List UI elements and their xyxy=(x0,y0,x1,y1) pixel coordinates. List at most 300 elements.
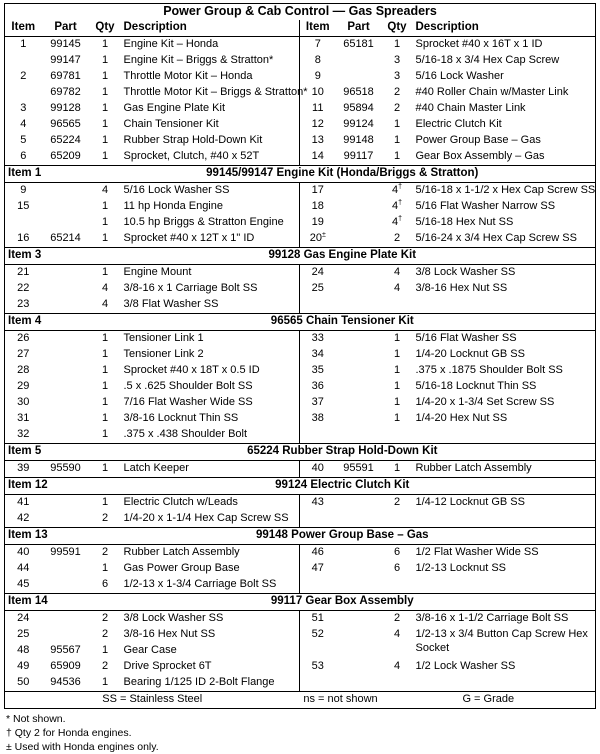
item-number: 32 xyxy=(5,427,42,444)
quantity: 1 xyxy=(393,38,401,50)
part-number xyxy=(336,231,382,248)
part-number xyxy=(42,215,90,231)
item-number xyxy=(300,577,336,594)
description: Throttle Motor Kit – Honda xyxy=(123,70,253,82)
part-number xyxy=(336,561,382,577)
item-number: 52 xyxy=(300,627,336,659)
description: Tensioner Link 2 xyxy=(123,348,204,360)
item-number xyxy=(300,675,336,692)
quantity: 1 xyxy=(101,412,109,424)
description: Engine Mount xyxy=(123,266,192,278)
quantity xyxy=(382,511,413,528)
table-row xyxy=(5,511,596,528)
description: Power Group Base – Gas xyxy=(413,133,596,149)
description: 3/8 Lock Washer SS xyxy=(123,612,224,624)
item-number xyxy=(300,427,336,444)
item-number: 9 xyxy=(300,69,336,85)
legend-grade: G = Grade xyxy=(382,692,596,709)
part-number: 65209 xyxy=(50,150,81,162)
quantity: 1 xyxy=(101,348,109,360)
section-item-label: Item 5 xyxy=(5,444,90,461)
quantity: 2 xyxy=(393,496,401,508)
part-number xyxy=(336,297,382,314)
part-number xyxy=(42,577,90,594)
quantity: 1 xyxy=(101,462,109,474)
quantity: 2 xyxy=(101,546,109,558)
footnotes xyxy=(4,712,595,754)
description: Electric Clutch w/Leads xyxy=(123,496,238,508)
section-header xyxy=(5,248,596,265)
item-number: 34 xyxy=(300,347,336,363)
description: 1/4-20 x 1-1/4 Hex Cap Screw SS xyxy=(123,512,289,524)
footnote: ± Used with Honda engines only. xyxy=(6,741,159,753)
quantity: 1 xyxy=(101,118,109,130)
description: 1/4-12 Locknut GB SS xyxy=(413,495,596,512)
description: 3/8 Lock Washer SS xyxy=(413,265,596,282)
section-header xyxy=(5,444,596,461)
description: 1/4-20 Hex Nut SS xyxy=(413,411,596,427)
quantity: 1 xyxy=(393,118,401,130)
table-row xyxy=(5,395,596,411)
part-number xyxy=(42,281,90,297)
description: Rubber Latch Assembly xyxy=(413,461,596,478)
table-row xyxy=(5,379,596,395)
item-number: 5 xyxy=(5,133,42,149)
quantity: 4 xyxy=(393,628,401,640)
quantity: 6 xyxy=(101,578,109,590)
table-row xyxy=(5,101,596,117)
section-header xyxy=(5,478,596,495)
quantity: 4 xyxy=(393,282,401,294)
part-number xyxy=(336,611,382,628)
description: 1/4-20 x 1-3/4 Set Screw SS xyxy=(413,395,596,411)
part-number xyxy=(336,395,382,411)
description xyxy=(413,511,596,528)
description: 11 hp Honda Engine xyxy=(123,200,223,212)
item-number: 29 xyxy=(5,379,42,395)
description xyxy=(413,427,596,444)
item-number: 43 xyxy=(300,495,336,512)
abbreviation-legend xyxy=(5,692,596,709)
quantity: 1 xyxy=(393,364,401,376)
part-number: 99128 xyxy=(50,102,81,114)
part-number xyxy=(336,199,382,215)
description: 1/2-13 x 1-3/4 Carriage Bolt SS xyxy=(123,578,277,590)
item-number: 6 xyxy=(5,149,42,166)
part-number xyxy=(42,395,90,411)
quantity: 3 xyxy=(393,70,401,82)
table-row xyxy=(5,561,596,577)
description: 5/16-18 Locknut Thin SS xyxy=(413,379,596,395)
legend-stainless-steel: SS = Stainless Steel xyxy=(5,692,300,709)
description: 5/16 Flat Washer Narrow SS xyxy=(413,199,596,215)
table-row xyxy=(5,215,596,231)
quantity: 1 xyxy=(101,364,109,376)
quantity: 2 xyxy=(101,612,109,624)
item-number: 31 xyxy=(5,411,42,427)
quantity: 2 xyxy=(393,612,401,624)
item-number: 18 xyxy=(300,199,336,215)
item-number: 19 xyxy=(300,215,336,231)
section-header xyxy=(5,528,596,545)
quantity: 1 xyxy=(393,348,401,360)
item-number: 41 xyxy=(5,495,42,512)
description: Gear Case xyxy=(123,644,177,656)
part-number xyxy=(42,331,90,348)
description: Engine Kit – Honda xyxy=(123,38,219,50)
part-number xyxy=(42,611,90,628)
item-number: 46 xyxy=(300,545,336,562)
table-row xyxy=(5,545,596,562)
item-number: 21 xyxy=(5,265,42,282)
item-number: 23 xyxy=(5,297,42,314)
part-number: 65214 xyxy=(50,232,81,244)
description: 7/16 Flat Washer Wide SS xyxy=(123,396,253,408)
description: 3/8-16 Hex Nut SS xyxy=(413,281,596,297)
quantity: 1 xyxy=(101,266,109,278)
part-number xyxy=(336,265,382,282)
col-header-description-right: Description xyxy=(413,20,596,37)
description: Latch Keeper xyxy=(123,462,189,474)
description: Bearing 1/125 ID 2-Bolt Flange xyxy=(123,676,275,688)
item-number: 35 xyxy=(300,363,336,379)
part-number: 99591 xyxy=(50,546,81,558)
section-title: 65224 Rubber Strap Hold-Down Kit xyxy=(90,444,596,461)
quantity: 1 xyxy=(101,562,109,574)
part-number xyxy=(42,363,90,379)
part-number: 99117 xyxy=(343,150,374,162)
description: Sprocket #40 x 18T x 0.5 ID xyxy=(123,364,260,376)
quantity: 3 xyxy=(393,54,401,66)
part-number: 65909 xyxy=(50,660,81,672)
part-number: 69782 xyxy=(50,86,81,98)
part-number xyxy=(42,265,90,282)
table-row xyxy=(5,133,596,149)
quantity: 2 xyxy=(393,86,401,98)
table-row xyxy=(5,297,596,314)
item-number: 26 xyxy=(5,331,42,348)
legend-not-shown: ns = not shown xyxy=(300,692,382,709)
table-row xyxy=(5,37,596,54)
part-number xyxy=(42,561,90,577)
quantity: 1 xyxy=(393,150,401,162)
quantity: 4 xyxy=(101,282,109,294)
table-row xyxy=(5,611,596,628)
quantity: 1 xyxy=(393,412,401,424)
item-number xyxy=(300,511,336,528)
part-number: 99148 xyxy=(343,134,374,146)
item-number: 11 xyxy=(300,101,336,117)
description: 5/16-18 x 3/4 Hex Cap Screw xyxy=(413,53,596,69)
item-number: 45 xyxy=(5,577,42,594)
part-number: 94536 xyxy=(50,676,81,688)
part-number xyxy=(42,199,90,215)
quantity: 4† xyxy=(391,199,403,212)
quantity: 2 xyxy=(101,512,109,524)
section-header xyxy=(5,166,596,183)
part-number xyxy=(336,577,382,594)
quantity: 1 xyxy=(101,54,109,66)
description xyxy=(413,675,596,692)
table-row xyxy=(5,117,596,133)
part-number xyxy=(336,69,382,85)
item-number: 3 xyxy=(5,101,42,117)
quantity: 1 xyxy=(393,134,401,146)
item-number: 25 xyxy=(5,627,42,643)
quantity xyxy=(382,427,413,444)
quantity: 1 xyxy=(101,38,109,50)
description: #40 Roller Chain w/Master Link xyxy=(413,85,596,101)
description: 5/16-24 x 3/4 Hex Cap Screw SS xyxy=(413,231,596,248)
item-number: 49 xyxy=(5,659,42,675)
footnote: † Qty 2 for Honda engines. xyxy=(6,727,132,739)
description: .5 x .625 Shoulder Bolt SS xyxy=(123,380,253,392)
quantity: 4 xyxy=(393,660,401,672)
table-row xyxy=(5,331,596,348)
item-number: 12 xyxy=(300,117,336,133)
item-number: 20± xyxy=(300,231,336,248)
item-number: 4 xyxy=(5,117,42,133)
table-row xyxy=(5,411,596,427)
quantity: 1 xyxy=(101,676,109,688)
footnote: * Not shown. xyxy=(6,713,66,725)
item-number: 22 xyxy=(5,281,42,297)
description: Drive Sprocket 6T xyxy=(123,660,212,672)
table-row xyxy=(5,149,596,166)
section-item-label: Item 13 xyxy=(5,528,90,545)
part-number xyxy=(42,511,90,528)
col-header-qty-right: Qty xyxy=(382,20,413,37)
quantity: 1 xyxy=(393,332,401,344)
table-row xyxy=(5,281,596,297)
part-number: 96565 xyxy=(50,118,81,130)
part-number xyxy=(42,411,90,427)
description: 3/8-16 x 1 Carriage Bolt SS xyxy=(123,282,258,294)
item-number: 14 xyxy=(300,149,336,166)
table-row xyxy=(5,183,596,200)
description: 3/8-16 x 1-1/2 Carriage Bolt SS xyxy=(413,611,596,628)
section-item-label: Item 1 xyxy=(5,166,90,183)
part-number xyxy=(336,363,382,379)
description: Gear Box Assembly – Gas xyxy=(413,149,596,166)
item-number xyxy=(300,297,336,314)
quantity: 1 xyxy=(101,232,109,244)
quantity: 4† xyxy=(391,215,403,228)
section-title: 99148 Power Group Base – Gas xyxy=(90,528,596,545)
description: 3/8 Flat Washer SS xyxy=(123,298,219,310)
description: 1/2 Flat Washer Wide SS xyxy=(413,545,596,562)
item-number xyxy=(5,53,42,69)
quantity: 6 xyxy=(393,562,401,574)
quantity: 1 xyxy=(101,396,109,408)
part-number: 95567 xyxy=(50,644,81,656)
table-row xyxy=(5,265,596,282)
quantity: 1 xyxy=(101,70,109,82)
quantity: 1 xyxy=(393,462,401,474)
part-number xyxy=(336,627,382,659)
quantity: 1 xyxy=(101,380,109,392)
document-title: Power Group & Cab Control — Gas Spreaders xyxy=(5,4,596,21)
part-number xyxy=(336,281,382,297)
part-number: 96518 xyxy=(343,86,374,98)
item-number: 2 xyxy=(5,69,42,85)
col-header-item-right: Item xyxy=(300,20,336,37)
description: 3/8-16 Locknut Thin SS xyxy=(123,412,239,424)
col-header-part: Part xyxy=(42,20,90,37)
part-number xyxy=(336,183,382,200)
item-number: 1 xyxy=(5,37,42,54)
table-row xyxy=(5,363,596,379)
item-number: 42 xyxy=(5,511,42,528)
description: Sprocket #40 x 16T x 1 ID xyxy=(413,37,596,54)
table-row xyxy=(5,69,596,85)
table-row xyxy=(5,627,596,643)
item-number: 30 xyxy=(5,395,42,411)
description: 1/2 Lock Washer SS xyxy=(413,659,596,675)
parts-list-document xyxy=(4,3,595,754)
part-number: 65181 xyxy=(343,38,374,50)
item-number: 44 xyxy=(5,561,42,577)
item-number xyxy=(5,85,42,101)
quantity: 4 xyxy=(101,298,109,310)
description: Rubber Latch Assembly xyxy=(123,546,240,558)
item-number: 50 xyxy=(5,675,42,692)
part-number xyxy=(336,659,382,675)
item-number: 13 xyxy=(300,133,336,149)
description: #40 Chain Master Link xyxy=(413,101,596,117)
item-number: 40 xyxy=(300,461,336,478)
part-number xyxy=(336,411,382,427)
table-row xyxy=(5,231,596,248)
part-number xyxy=(336,427,382,444)
section-item-label: Item 3 xyxy=(5,248,90,265)
description: 10.5 hp Briggs & Stratton Engine xyxy=(123,216,284,228)
item-number: 7 xyxy=(300,37,336,54)
item-number: 53 xyxy=(300,659,336,675)
part-number: 95590 xyxy=(50,462,81,474)
description: 5/16 Lock Washer SS xyxy=(123,184,230,196)
quantity: 1 xyxy=(101,428,109,440)
quantity xyxy=(382,675,413,692)
item-number: 17 xyxy=(300,183,336,200)
item-number: 15 xyxy=(5,199,42,215)
item-number: 38 xyxy=(300,411,336,427)
description: Gas Power Group Base xyxy=(123,562,240,574)
table-row xyxy=(5,577,596,594)
quantity: 1 xyxy=(393,396,401,408)
quantity: 2 xyxy=(393,232,401,244)
item-number: 16 xyxy=(5,231,42,248)
description: 5/16-18 x 1-1/2 x Hex Cap Screw SS xyxy=(413,183,596,200)
table-row xyxy=(5,347,596,363)
table-row xyxy=(5,659,596,675)
description: .375 x .1875 Shoulder Bolt SS xyxy=(413,363,596,379)
col-header-qty: Qty xyxy=(90,20,121,37)
description: 5/16 Flat Washer SS xyxy=(413,331,596,348)
item-number: 25 xyxy=(300,281,336,297)
quantity: 1 xyxy=(101,150,109,162)
item-number: 39 xyxy=(5,461,42,478)
part-number xyxy=(42,379,90,395)
part-number xyxy=(336,545,382,562)
description: 1/2-13 x 3/4 Button Cap Screw Hex Socket xyxy=(413,627,596,659)
quantity: 1 xyxy=(101,216,109,228)
quantity: 1 xyxy=(393,380,401,392)
description: 1/2-13 Locknut SS xyxy=(413,561,596,577)
description: 5/16-18 Hex Nut SS xyxy=(413,215,596,231)
table-row xyxy=(5,199,596,215)
col-header-part-right: Part xyxy=(336,20,382,37)
quantity: 4 xyxy=(101,184,109,196)
col-header-description: Description xyxy=(121,20,300,37)
quantity xyxy=(382,577,413,594)
table-row xyxy=(5,427,596,444)
item-number: 9 xyxy=(5,183,42,200)
quantity: 4† xyxy=(391,183,403,196)
section-header xyxy=(5,314,596,331)
description: Rubber Strap Hold-Down Kit xyxy=(123,134,263,146)
quantity: 1 xyxy=(101,134,109,146)
item-number: 10 xyxy=(300,85,336,101)
part-number xyxy=(42,427,90,444)
quantity: 1 xyxy=(101,200,109,212)
section-title: 99117 Gear Box Assembly xyxy=(90,594,596,611)
description: 3/8-16 Hex Nut SS xyxy=(123,628,216,640)
parts-table xyxy=(4,3,596,709)
section-title: 99145/99147 Engine Kit (Honda/Briggs & Stratton) xyxy=(90,166,596,183)
section-title: 99128 Gas Engine Plate Kit xyxy=(90,248,596,265)
col-header-item: Item xyxy=(5,20,42,37)
quantity: 1 xyxy=(101,332,109,344)
description: 1/4-20 Locknut GB SS xyxy=(413,347,596,363)
description: Throttle Motor Kit – Briggs & Stratton* xyxy=(123,86,308,98)
part-number xyxy=(42,495,90,512)
description: Gas Engine Plate Kit xyxy=(123,102,226,114)
part-number: 65224 xyxy=(50,134,81,146)
description: Tensioner Link 1 xyxy=(123,332,204,344)
description: Chain Tensioner Kit xyxy=(123,118,219,130)
part-number xyxy=(42,347,90,363)
item-number: 27 xyxy=(5,347,42,363)
part-number: 95591 xyxy=(343,462,374,474)
item-number: 48 xyxy=(5,643,42,659)
item-number: 47 xyxy=(300,561,336,577)
table-row xyxy=(5,53,596,69)
part-number: 95894 xyxy=(343,102,374,114)
part-number xyxy=(336,53,382,69)
part-number xyxy=(336,511,382,528)
item-number: 24 xyxy=(5,611,42,628)
quantity: 1 xyxy=(101,86,109,98)
item-number xyxy=(5,215,42,231)
section-item-label: Item 14 xyxy=(5,594,90,611)
description: Sprocket #40 x 12T x 1" ID xyxy=(123,232,255,244)
part-number xyxy=(336,379,382,395)
part-number: 99147 xyxy=(50,54,81,66)
item-number: 33 xyxy=(300,331,336,348)
table-row xyxy=(5,675,596,692)
description: 5/16 Lock Washer xyxy=(413,69,596,85)
quantity: 1 xyxy=(101,496,109,508)
part-number xyxy=(336,215,382,231)
item-number: 51 xyxy=(300,611,336,628)
quantity: 4 xyxy=(393,266,401,278)
description: .375 x .438 Shoulder Bolt xyxy=(123,428,248,440)
quantity: 1 xyxy=(101,644,109,656)
part-number: 99124 xyxy=(343,118,374,130)
part-number xyxy=(42,183,90,200)
item-number: 28 xyxy=(5,363,42,379)
